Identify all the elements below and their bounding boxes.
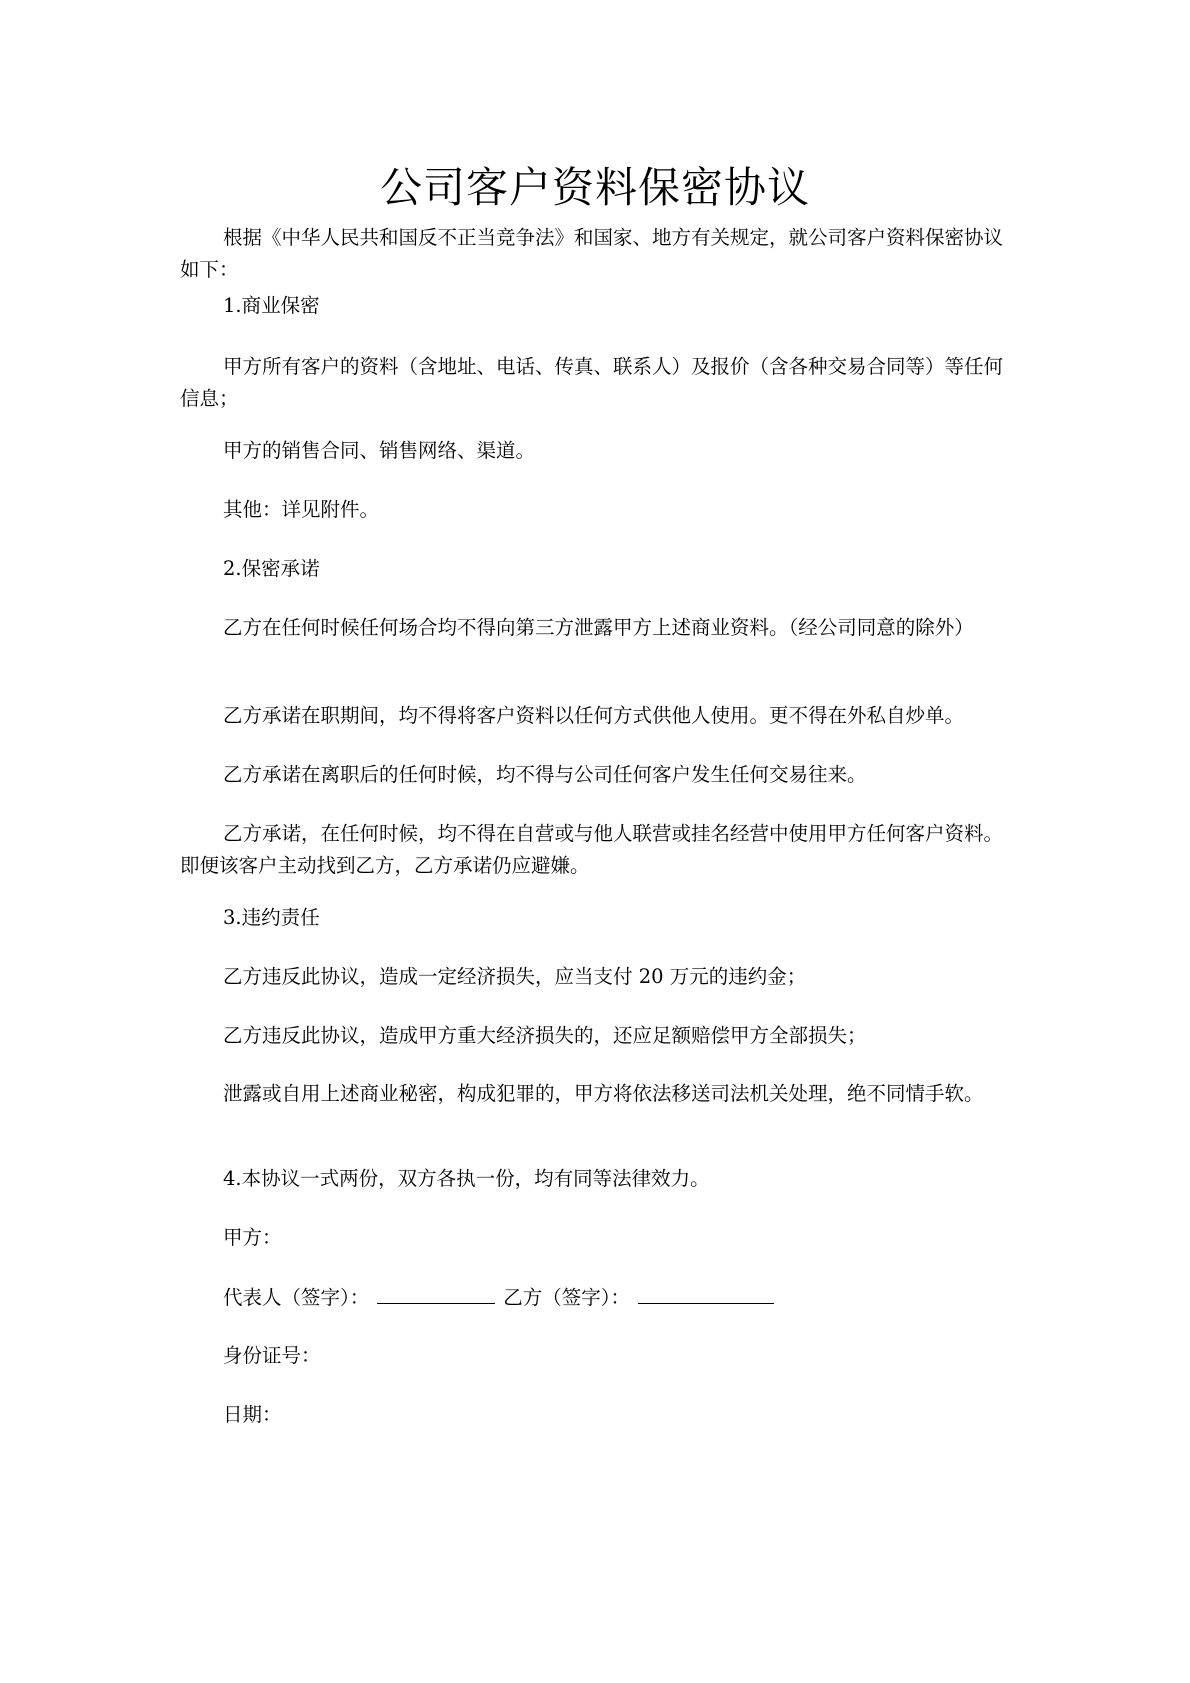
document-title: 公司客户资料保密协议 <box>379 163 810 212</box>
party-b-signature-blank[interactable] <box>638 1281 774 1304</box>
section-1-item: 甲方所有客户的资料（含地址、电话、传真、联系人）及报价（含各种交易合同等）等任何信息； <box>180 355 1004 410</box>
section-3-item: 泄露或自用上述商业秘密，构成犯罪的，甲方将依法移送司法机关处理，绝不同情手软。 <box>223 1082 984 1105</box>
representative-signature-blank[interactable] <box>377 1281 495 1304</box>
section-2-item: 乙方承诺在离职后的任何时候，均不得与公司任何客户发生任何交易往来。 <box>223 763 867 786</box>
section-3-item: 乙方违反此协议，造成一定经济损失，应当支付 20 万元的违约金； <box>223 965 807 988</box>
section-1-heading: 1.商业保密 <box>223 294 320 317</box>
section-3-heading: 3.违约责任 <box>223 906 320 929</box>
party-b-label: 乙方（签字）： <box>503 1286 631 1309</box>
signature-line <box>223 1281 782 1314</box>
section-1-item: 其他：详见附件。 <box>223 498 380 521</box>
party-a-label: 甲方： <box>223 1226 282 1249</box>
section-3-item: 乙方违反此协议，造成甲方重大经济损失的，还应足额赔偿甲方全部损失； <box>223 1024 867 1047</box>
section-4-heading: 4.本协议一式两份，双方各执一份，均有同等法律效力。 <box>223 1167 710 1190</box>
section-2-item: 乙方承诺，在任何时候，均不得在自营或与他人联营或挂名经营中使用甲方任何客户资料。即便该客户主动找到乙方，乙方承诺仍应避嫌。 <box>180 822 1004 877</box>
id-number-label: 身份证号： <box>223 1344 321 1367</box>
section-1-item: 甲方的销售合同、销售网络、渠道。 <box>223 439 536 462</box>
intro-paragraph: 根据《中华人民共和国反不正当竞争法》和国家、地方有关规定，就公司客户资料保密协议如下： <box>180 226 1004 281</box>
representative-label: 代表人（签字）： <box>223 1286 370 1309</box>
date-label: 日期： <box>223 1403 282 1426</box>
section-2-item: 乙方承诺在职期间，均不得将客户资料以任何方式供他人使用。更不得在外私自炒单。 <box>223 704 965 727</box>
section-2-item: 乙方在任何时候任何场合均不得向第三方泄露甲方上述商业资料。（经公司同意的除外） <box>223 616 974 639</box>
section-2-heading: 2.保密承诺 <box>223 557 320 580</box>
